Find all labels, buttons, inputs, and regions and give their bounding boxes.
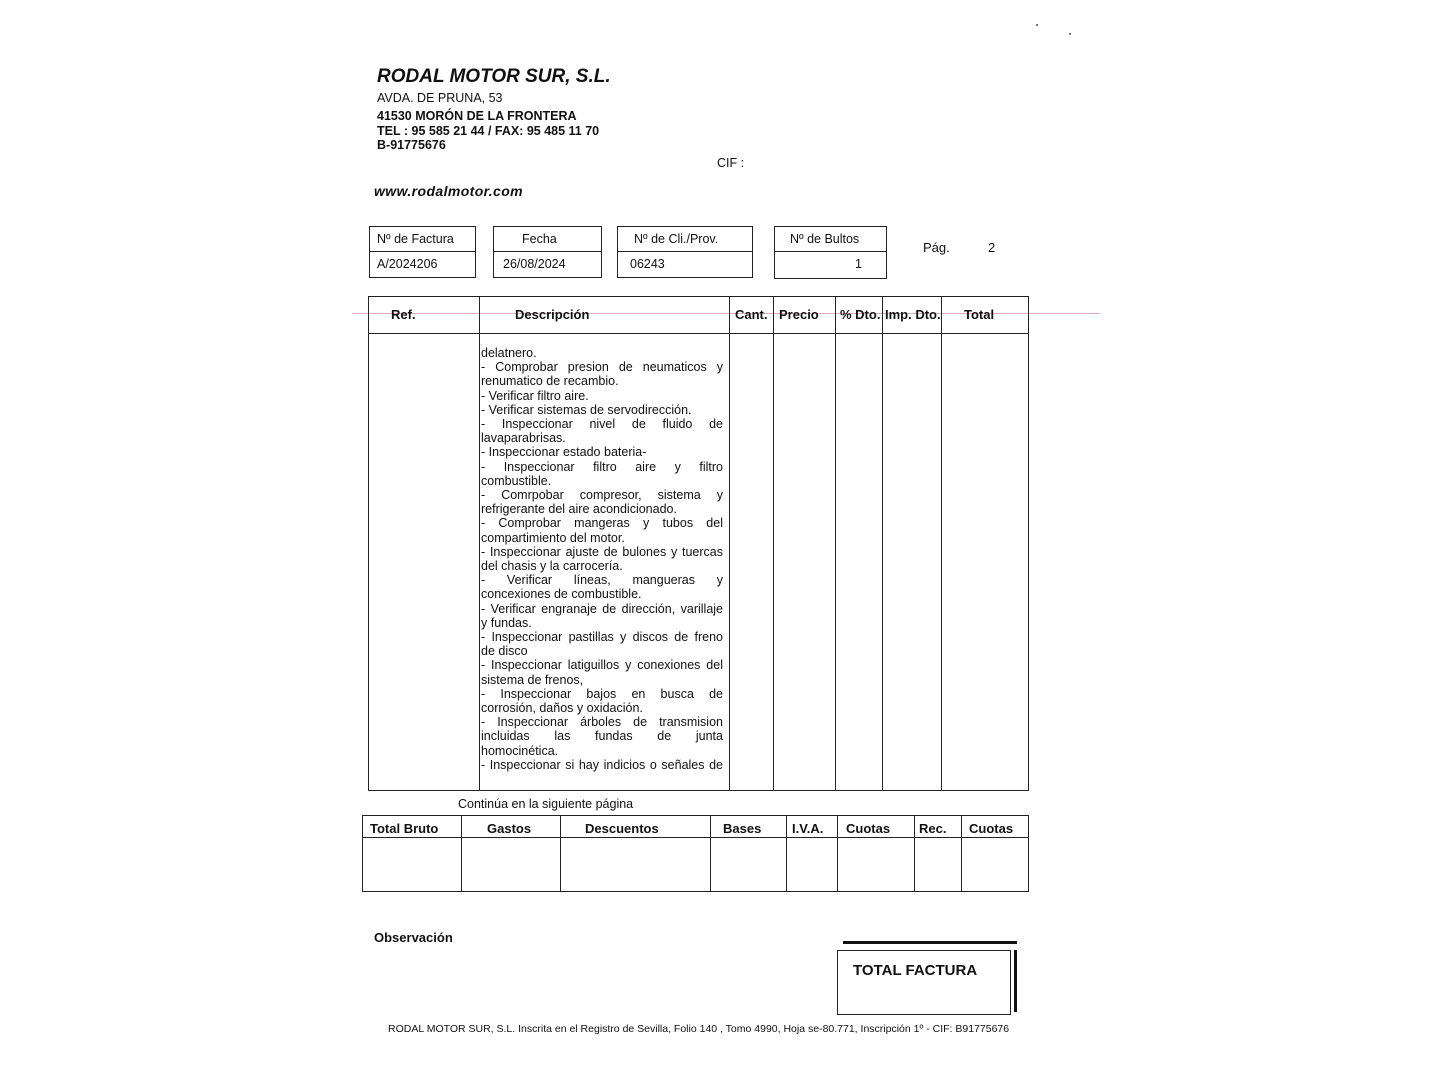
description-line: de disco (481, 644, 528, 659)
description-line: - Comprobar mangeras y tubos del (481, 516, 723, 531)
total-invoice-box (837, 950, 1011, 1015)
invoice-number-label: Nº de Factura (370, 227, 475, 252)
packages-count: 1 (855, 257, 862, 271)
description-line: combustible. (481, 473, 552, 488)
totals-header-surcharge: Rec. (919, 821, 947, 836)
totals-table (362, 815, 1029, 892)
total-box-shadow (1014, 950, 1017, 1012)
description-line: - Inspeccionar estado bateria- (481, 445, 647, 460)
totals-header-bases: Bases (723, 821, 762, 836)
description-line: - Verificar engranaje de dirección, varillaje (481, 601, 723, 616)
description-line: y fundas. (481, 615, 532, 630)
company-tax-id: B-91775676 (377, 138, 446, 152)
line-item-description (481, 346, 723, 772)
totals-header-vat-amount: Cuotas (846, 821, 891, 836)
continues-note: Continúa en la siguiente página (458, 797, 634, 811)
description-line: del chasis y la carrocería. (481, 559, 623, 574)
observation-label: Observación (374, 930, 453, 945)
total-invoice-label: TOTAL FACTURA (853, 962, 978, 979)
description-line: - Inspeccionar bajos en busca de (481, 686, 723, 701)
description-line: - Verificar filtro aire. (481, 388, 589, 403)
description-line: incluidas las fundas de junta (481, 729, 723, 744)
total-rule (843, 941, 1017, 944)
totals-header-expenses: Gastos (487, 821, 532, 836)
description-line: refrigerante del aire acondicionado. (481, 502, 677, 517)
description-line: - Inspeccionar latiguillos y conexiones del (481, 658, 723, 673)
header-ref: Ref. (391, 307, 416, 322)
description-line: compartimiento del motor. (481, 530, 625, 545)
scan-speck (1069, 33, 1071, 35)
description-line: delatnero. (481, 346, 537, 360)
header-discount-amount: Imp. Dto. (885, 307, 941, 322)
customer-cif-label: CIF : (717, 156, 745, 170)
client-number-label: Nº de Cli./Prov. (618, 227, 752, 252)
description-line: - Verificar sistemas de servodirección. (481, 402, 692, 417)
company-website: www.rodalmotor.com (374, 183, 524, 199)
description-line: sistema de frenos, (481, 672, 584, 687)
description-line: - Inspeccionar árboles de transmision (481, 715, 723, 730)
totals-header-vat: I.V.A. (792, 821, 824, 836)
client-number-box (617, 226, 753, 278)
header-total: Total (964, 307, 995, 322)
description-line: - Inspeccionar pastillas y discos de freno (481, 630, 723, 645)
description-line: - Comrpobar compresor, sistema y (481, 488, 723, 503)
company-city: 41530 MORÓN DE LA FRONTERA (377, 109, 577, 123)
client-number: 06243 (630, 257, 665, 271)
description-line: - Comprobar presion de neumaticos y (481, 360, 723, 375)
page-label: Pág. (923, 240, 950, 255)
scan-speck (1036, 24, 1038, 26)
totals-header-surcharge-amount: Cuotas (969, 821, 1014, 836)
description-line: lavaparabrisas. (481, 431, 566, 446)
invoice-date: 26/08/2024 (503, 257, 566, 271)
page-number: 2 (988, 240, 996, 255)
header-description: Descripción (515, 307, 590, 322)
packages-label: Nº de Bultos (775, 227, 886, 252)
description-line: homocinética. (481, 743, 559, 758)
legal-footer: RODAL MOTOR SUR, S.L. Inscrita en el Registro de Sevilla, Folio 140 , Tomo 4990, Hoja se-80.771, Inscripción 1º - CIF: B91775676 (388, 1023, 1010, 1035)
totals-header-gross: Total Bruto (370, 821, 439, 836)
packages-box (774, 226, 887, 279)
description-line: - Inspeccionar nivel de fluido de (481, 417, 723, 432)
description-line: concexiones de combustible. (481, 587, 642, 602)
description-line: - Verificar líneas, mangueras y (481, 573, 723, 588)
invoice-number-box (369, 226, 476, 278)
invoice-number: A/2024206 (377, 257, 438, 271)
description-line: corrosión, daños y oxidación. (481, 701, 643, 716)
company-address: AVDA. DE PRUNA, 53 (377, 91, 503, 105)
header-discount-pct: % Dto. (840, 307, 881, 322)
invoice-date-label: Fecha (494, 227, 601, 252)
description-line: renumatico de recambio. (481, 374, 619, 389)
header-quantity: Cant. (735, 307, 768, 322)
description-line: - Inspeccionar filtro aire y filtro (481, 459, 723, 474)
company-name: RODAL MOTOR SUR, S.L. (377, 66, 611, 87)
line-items-table (368, 296, 1029, 791)
invoice-date-box (493, 226, 602, 278)
header-price: Precio (779, 307, 819, 322)
totals-header-discounts: Descuentos (585, 821, 659, 836)
description-line: - Inspeccionar ajuste de bulones y tuercas (481, 544, 723, 559)
description-line: - Inspeccionar si hay indicios o señales de (481, 757, 723, 772)
company-phone: TEL : 95 585 21 44 / FAX: 95 485 11 70 (377, 124, 600, 138)
